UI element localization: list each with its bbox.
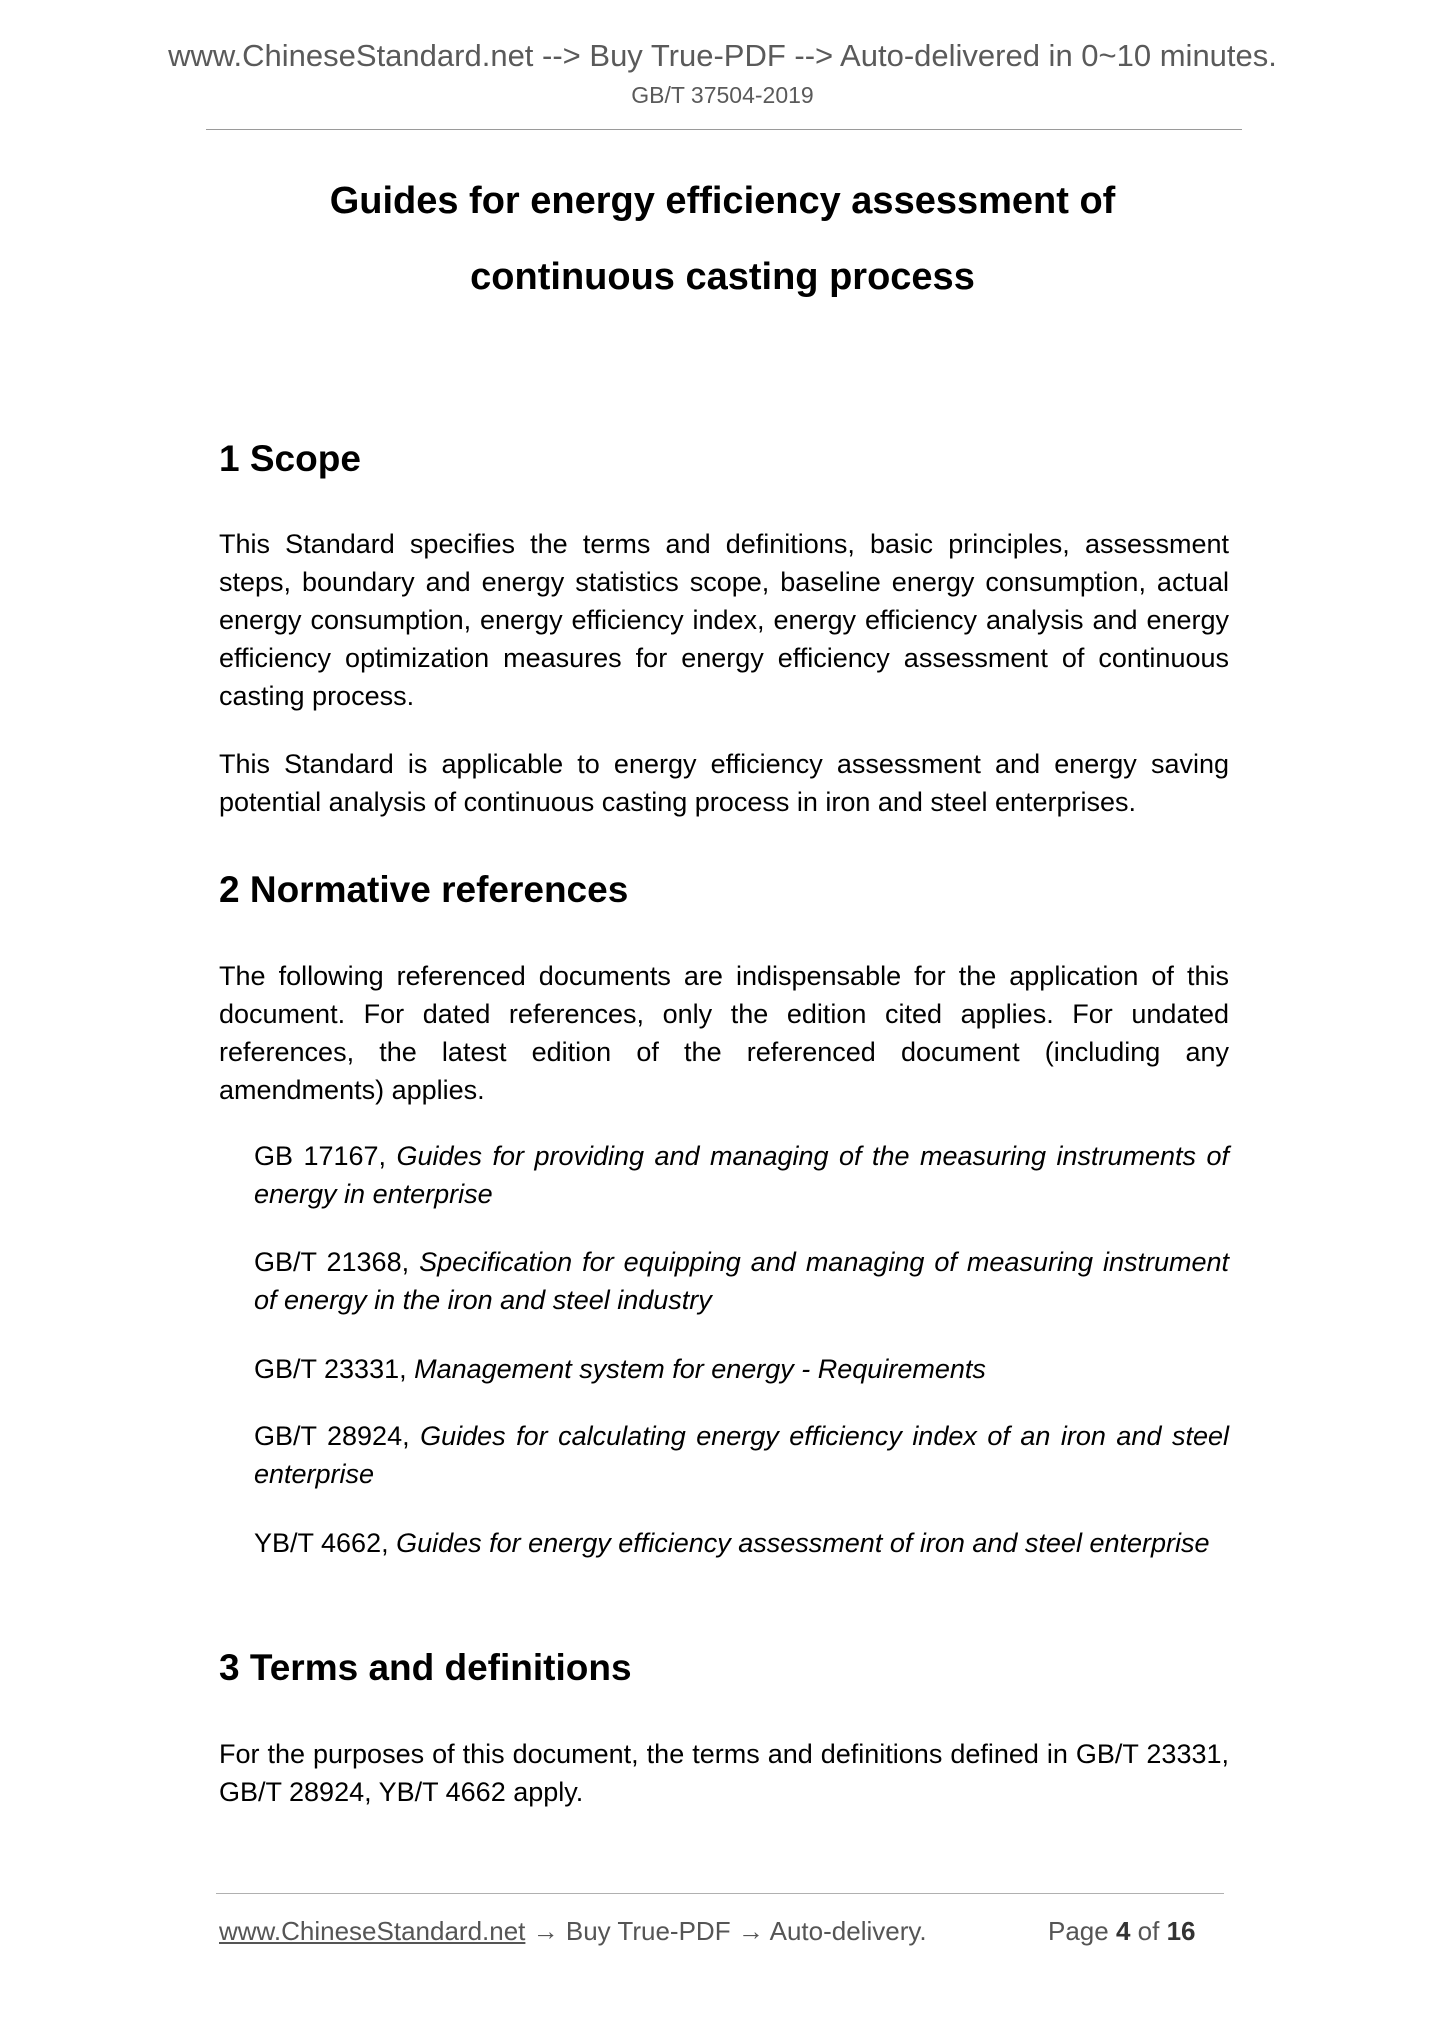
section-heading-terms-definitions: 3 Terms and definitions <box>219 1647 632 1688</box>
terms-paragraph: For the purposes of this document, the terms and definitions defined in GB/T 23331, GB/T 28924, YB/T 4662 apply. <box>219 1739 1229 1807</box>
reference-item <box>254 1243 1229 1319</box>
page-of-label: of <box>1137 1916 1160 1946</box>
reference-title: Specification for equipping and managing of measuring instrument of energy in the iron and steel industry <box>254 1247 1229 1315</box>
document-title-line2: continuous casting process <box>470 256 975 298</box>
reference-title: Guides for calculating energy efficiency index of an iron and steel enterprise <box>254 1421 1229 1489</box>
standard-code: GB/T 37504-2019 <box>631 82 814 108</box>
reference-title: Guides for energy efficiency assessment of iron and steel enterprise <box>396 1528 1210 1558</box>
arrow-right-icon: → <box>532 1916 559 1946</box>
arrow-right-icon: → <box>737 1916 764 1946</box>
page-total: 16 <box>1166 1916 1196 1946</box>
page-indicator <box>1048 1914 1196 1948</box>
reference-title: Guides for providing and managing of the measuring instruments of energy in enterprise <box>254 1141 1229 1209</box>
document-title-line1: Guides for energy efficiency assessment of <box>329 180 1116 222</box>
footer-left <box>219 1914 927 1948</box>
reference-code: YB/T 4662, <box>254 1528 397 1558</box>
reference-code: GB/T 23331, <box>254 1354 415 1384</box>
normative-references-intro: The following referenced documents are indispensable for the application of this document. For dated references, only the edition cited applies. For undated references, the latest edition of the referenced document (including any amendments) applies. <box>219 961 1229 1105</box>
header-banner: www.ChineseStandard.net --> Buy True-PDF --> Auto-delivered in 0~10 minutes. <box>168 38 1277 73</box>
page-label: Page <box>1048 1916 1109 1946</box>
reference-code: GB/T 21368, <box>254 1247 420 1277</box>
reference-code: GB 17167, <box>254 1141 397 1171</box>
section-heading-scope: 1 Scope <box>219 438 361 479</box>
reference-item <box>254 1524 1229 1562</box>
reference-item <box>254 1137 1229 1213</box>
scope-paragraph-1: This Standard specifies the terms and definitions, basic principles, assessment steps, boundary and energy statistics scope, baseline energy consumption, actual energy consumption, energy efficiency index, energy efficiency analysis and energy efficiency optimization measures for energy efficiency assessment of continuous casting process. <box>219 529 1229 711</box>
footer-buy-text: Buy True-PDF <box>565 1916 731 1946</box>
header-divider <box>206 129 1242 130</box>
footer-website-link[interactable]: www.ChineseStandard.net <box>219 1916 526 1946</box>
reference-code: GB/T 28924, <box>254 1421 421 1451</box>
page-current: 4 <box>1115 1916 1131 1946</box>
reference-item <box>254 1417 1229 1493</box>
footer-delivery-text: Auto-delivery. <box>769 1916 927 1946</box>
section-heading-normative-references: 2 Normative references <box>219 869 629 910</box>
reference-item <box>254 1350 1229 1388</box>
reference-title: Management system for energy - Requirements <box>414 1354 986 1384</box>
scope-paragraph-2: This Standard is applicable to energy efficiency assessment and energy saving potential analysis of continuous casting process in iron and steel enterprises. <box>219 749 1229 817</box>
footer-divider <box>216 1893 1224 1894</box>
